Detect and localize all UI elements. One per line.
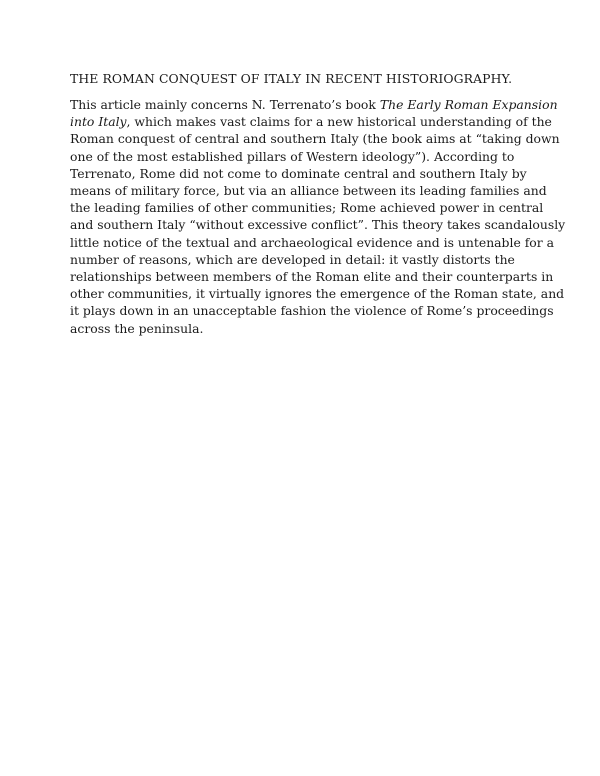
paragraph-line [70,96,558,113]
paragraph-line [70,113,552,130]
paragraph-line: little notice of the textual and archaeological evidence and is untenable for a [70,234,555,250]
paragraph-line: and southern Italy “without excessive conflict”. This theory takes scandalously [70,217,566,233]
paragraph-line: Terrenato, Rome did not come to dominate central and southern Italy by [70,165,527,181]
paragraph-line: means of military force, but via an alliance between its leading families and [70,183,547,199]
paragraph-text: This article mainly concerns N. Terrenato’s book [70,97,380,112]
paragraph-line: across the peninsula. [70,320,204,336]
document-title: THE ROMAN CONQUEST OF ITALY IN RECENT HISTORIOGRAPHY. [70,71,513,86]
paragraph-line: it plays down in an unacceptable fashion the violence of Rome’s proceedings [70,303,554,319]
paragraph-line: other communities, it virtually ignores the emergence of the Roman state, and [70,286,565,302]
paragraph-line: number of reasons, which are developed in detail: it vastly distorts the [70,251,515,267]
paragraph-line: the leading families of other communities; Rome achieved power in central [70,200,544,216]
abstract-paragraph [70,96,566,337]
paragraph-line: Roman conquest of central and southern Italy (the book aims at “taking down [70,131,560,147]
book-title-italic: The Early Roman Expansion [379,97,558,112]
book-title-italic: into Italy [70,114,127,130]
paragraph-text: , which makes vast claims for a new historical understanding of the [126,114,552,130]
paragraph-line: one of the most established pillars of Western ideology”). According to [70,148,515,164]
paragraph-line: relationships between members of the Roman elite and their counterparts in [70,269,554,285]
